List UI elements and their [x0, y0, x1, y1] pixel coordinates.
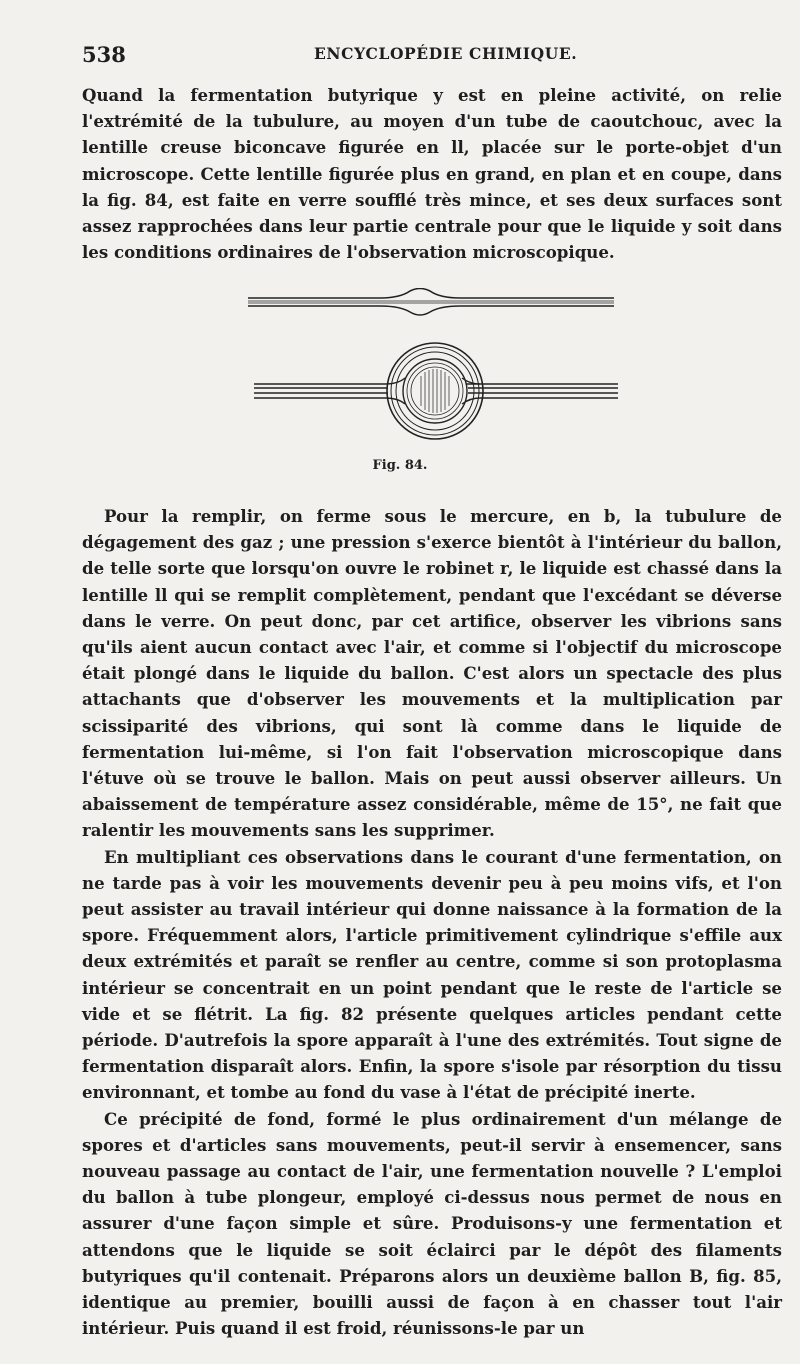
page-header — [82, 42, 782, 72]
page-number: 538 — [82, 42, 126, 67]
intro-text — [82, 82, 782, 265]
lens-section-view — [248, 289, 614, 316]
main-text — [82, 503, 782, 1342]
paragraph: Ce précipité de fond, formé le plus ordinairement d'un mélange de spores et d'articles sans mouvements, peut-il servir à ensemencer, sans nouveau passage au contact de l'air, une fermentation nouvelle ? L'emploi du ballon à tube plongeur, employé ci-dessus nous permet de nous en assurer d'une façon simple et sûre. Produisons-y une fermentation et attendons que le liquide se soit éclairci par le dépôt des filaments butyriques qu'il contenait. Préparons alors un deuxième ballon B, fig. 85, identique au premier, bouilli aussi de façon à en chasser tout l'air intérieur. Puis quand il est froid, réunissons-le par un — [82, 1108, 782, 1339]
lens-plan-view — [254, 343, 618, 439]
running-title: ENCYCLOPÉDIE CHIMIQUE. — [314, 44, 578, 63]
paragraph: En multipliant ces observations dans le courant d'une fermentation, on ne tarde pas à voir les mouvements devenir peu à peu moins vifs, et l'on peut assister au travail intérieur qui donne naissance à la formation de la spore. Fréquemment alors, l'article primitivement cylindrique s'effile aux deux extrémités et paraît se renfler au centre, comme si son protoplasma intérieur se concentrait en un point pendant que le reste de l'article se vide et se flétrit. La fig. 82 présente quelques articles pendant cette période. D'autrefois la spore apparaît à l'une des extrémités. Tout signe de fermentation disparaît alors. Enfin, la spore s'isole par résorption du tissu environnant, et tombe au fond du vase à l'état de précipité inerte. — [82, 846, 782, 1103]
paragraph: Quand la fermentation butyrique y est en pleine activité, on relie l'extrémité de la tubulure, au moyen d'un tube de caoutchouc, avec la lentille creuse biconcave figurée en ll, placée sur le porte-objet d'un microscope. Cette lentille figurée plus en grand, en plan et en coupe, dans la fig. 84, est faite en verre soufflé très mince, et ses deux surfaces sont assez rapprochées dans leur partie centrale pour que le liquide y soit dans les conditions ordinaires de l'observation microscopique. — [82, 85, 782, 263]
paragraph: Pour la remplir, on ferme sous le mercure, en b, la tubulure de dégagement des gaz ; une pression s'exerce bientôt à l'intérieur du ballon, de telle sorte que lorsqu'on ouvre le robinet r, le liquide est chassé dans la lentille ll qui se remplit complètement, pendant que l'excédant se déverse dans le verre. On peut donc, par cet artifice, observer les vibrions sans qu'ils aient aucun contact avec l'air, et comme si l'objectif du microscope était plongé dans le liquide du ballon. C'est alors un spectacle des plus attachants que d'observer les mouvements et la multiplication par scissiparité des vibrions, qui sont là comme dans le liquide de fermentation lui-même, si l'on fait l'observation microscopique dans l'étuve où se trouve le ballon. Mais on peut aussi observer ailleurs. Un abaissement de température assez considérable, même de 15°, ne fait que ralentir les mouvements sans les supprimer. — [82, 506, 782, 841]
figure-caption: Fig. 84. — [372, 458, 428, 473]
